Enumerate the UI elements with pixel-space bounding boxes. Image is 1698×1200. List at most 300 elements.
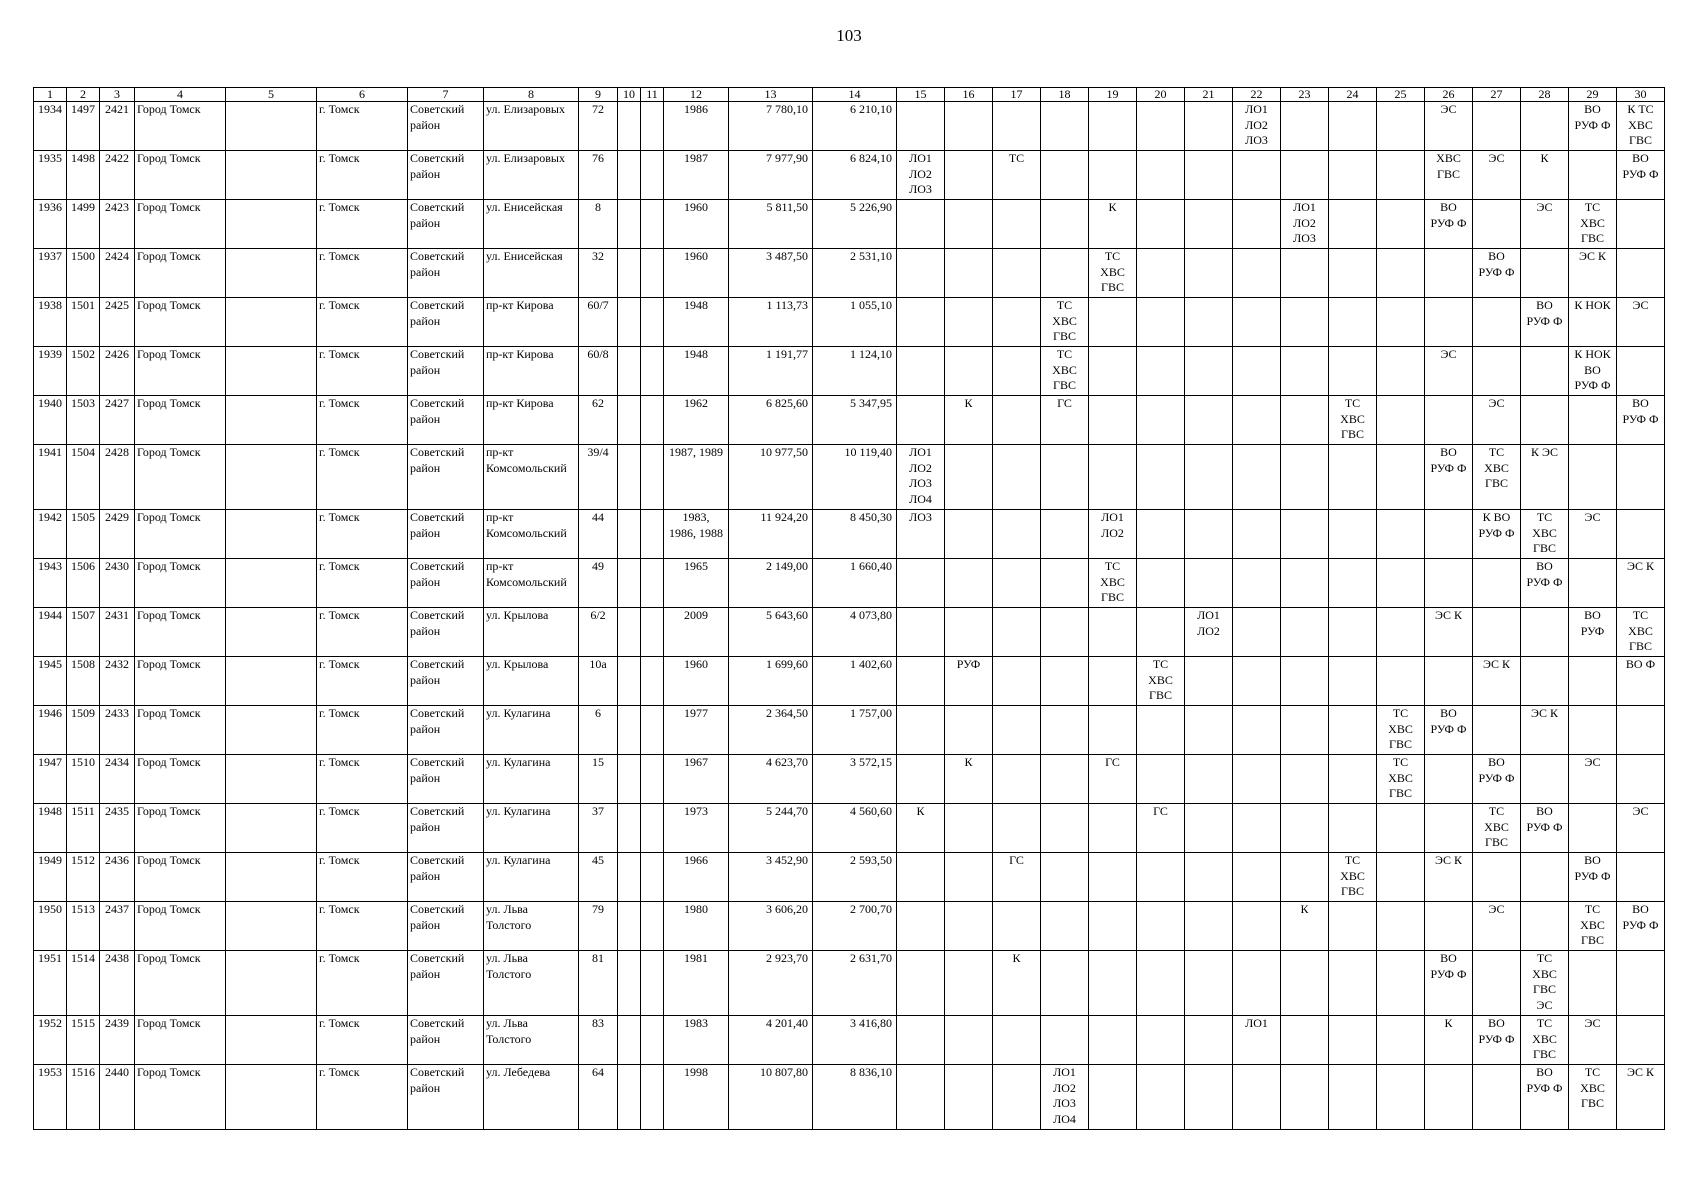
cell-col-25 (1377, 151, 1425, 200)
cell-col-9: 60/7 (579, 298, 618, 347)
column-header-10: 10 (618, 88, 641, 102)
cell-col-2: 1507 (67, 608, 100, 657)
cell-col-1: 1943 (34, 559, 67, 608)
column-header-5: 5 (226, 88, 317, 102)
cell-col-20 (1137, 951, 1185, 1016)
cell-col-17 (993, 657, 1041, 706)
cell-col-21 (1185, 853, 1233, 902)
cell-col-22 (1233, 1065, 1281, 1130)
cell-col-27 (1473, 298, 1521, 347)
cell-col-12: 1983 (664, 1016, 729, 1065)
cell-col-14: 5 226,90 (813, 200, 897, 249)
column-header-11: 11 (641, 88, 664, 102)
cell-col-16 (945, 151, 993, 200)
cell-col-29 (1569, 445, 1617, 510)
cell-col-24 (1329, 102, 1377, 151)
cell-col-23 (1281, 298, 1329, 347)
column-header-7: 7 (408, 88, 484, 102)
cell-col-28 (1521, 755, 1569, 804)
cell-col-14: 5 347,95 (813, 396, 897, 445)
cell-col-1: 1940 (34, 396, 67, 445)
cell-col-25: ТС ХВС ГВС (1377, 755, 1425, 804)
cell-col-29: К НОК ВО РУФ Ф (1569, 347, 1617, 396)
cell-col-13: 1 699,60 (729, 657, 813, 706)
cell-col-10 (618, 510, 641, 559)
cell-col-4: Город Томск (135, 804, 226, 853)
cell-col-19 (1089, 298, 1137, 347)
cell-col-29: ЭС (1569, 755, 1617, 804)
cell-col-23 (1281, 102, 1329, 151)
cell-col-13: 3 452,90 (729, 853, 813, 902)
cell-col-9: 76 (579, 151, 618, 200)
cell-col-19: К (1089, 200, 1137, 249)
cell-col-25 (1377, 396, 1425, 445)
cell-col-1: 1951 (34, 951, 67, 1016)
cell-col-14: 1 124,10 (813, 347, 897, 396)
cell-col-24 (1329, 510, 1377, 559)
column-header-26: 26 (1425, 88, 1473, 102)
cell-col-16: К (945, 396, 993, 445)
cell-col-8: пр-кт Кирова (484, 347, 579, 396)
cell-col-25 (1377, 102, 1425, 151)
cell-col-11 (641, 151, 664, 200)
cell-col-14: 4 560,60 (813, 804, 897, 853)
cell-col-15 (897, 706, 945, 755)
cell-col-4: Город Томск (135, 249, 226, 298)
cell-col-27 (1473, 706, 1521, 755)
cell-col-4: Город Томск (135, 657, 226, 706)
column-header-16: 16 (945, 88, 993, 102)
cell-col-24 (1329, 902, 1377, 951)
cell-col-3: 2427 (100, 396, 135, 445)
cell-col-13: 5 643,60 (729, 608, 813, 657)
cell-col-23 (1281, 853, 1329, 902)
cell-col-18 (1041, 608, 1089, 657)
cell-col-15: ЛО3 (897, 510, 945, 559)
cell-col-7: Советский район (408, 347, 484, 396)
cell-col-19 (1089, 445, 1137, 510)
cell-col-28 (1521, 657, 1569, 706)
cell-col-29 (1569, 657, 1617, 706)
cell-col-15 (897, 608, 945, 657)
cell-col-30: ВО РУФ Ф (1617, 902, 1665, 951)
cell-col-9: 72 (579, 102, 618, 151)
cell-col-9: 15 (579, 755, 618, 804)
cell-col-26: ЭС (1425, 347, 1473, 396)
cell-col-7: Советский район (408, 902, 484, 951)
cell-col-17 (993, 902, 1041, 951)
cell-col-1: 1948 (34, 804, 67, 853)
cell-col-6: г. Томск (317, 559, 408, 608)
cell-col-23 (1281, 249, 1329, 298)
table-row (34, 1016, 1665, 1065)
cell-col-23 (1281, 1016, 1329, 1065)
cell-col-9: 64 (579, 1065, 618, 1130)
cell-col-19 (1089, 657, 1137, 706)
cell-col-20 (1137, 853, 1185, 902)
cell-col-9: 44 (579, 510, 618, 559)
cell-col-26: ВО РУФ Ф (1425, 951, 1473, 1016)
cell-col-3: 2433 (100, 706, 135, 755)
cell-col-3: 2438 (100, 951, 135, 1016)
cell-col-9: 8 (579, 200, 618, 249)
cell-col-22 (1233, 902, 1281, 951)
cell-col-17 (993, 706, 1041, 755)
cell-col-15 (897, 347, 945, 396)
cell-col-8: ул. Кулагина (484, 804, 579, 853)
cell-col-1: 1939 (34, 347, 67, 396)
cell-col-28 (1521, 902, 1569, 951)
cell-col-14: 3 572,15 (813, 755, 897, 804)
cell-col-14: 10 119,40 (813, 445, 897, 510)
cell-col-1: 1944 (34, 608, 67, 657)
cell-col-30: ВО РУФ Ф (1617, 151, 1665, 200)
cell-col-27: ВО РУФ Ф (1473, 249, 1521, 298)
cell-col-1: 1950 (34, 902, 67, 951)
register-table (33, 87, 1665, 1130)
table-row (34, 347, 1665, 396)
cell-col-7: Советский район (408, 200, 484, 249)
cell-col-21 (1185, 347, 1233, 396)
cell-col-27: ВО РУФ Ф (1473, 755, 1521, 804)
cell-col-23 (1281, 445, 1329, 510)
cell-col-22 (1233, 445, 1281, 510)
cell-col-24 (1329, 151, 1377, 200)
cell-col-13: 2 364,50 (729, 706, 813, 755)
cell-col-20 (1137, 706, 1185, 755)
cell-col-25 (1377, 853, 1425, 902)
cell-col-9: 45 (579, 853, 618, 902)
cell-col-26 (1425, 559, 1473, 608)
cell-col-6: г. Томск (317, 755, 408, 804)
cell-col-9: 10а (579, 657, 618, 706)
column-header-22: 22 (1233, 88, 1281, 102)
cell-col-10 (618, 200, 641, 249)
column-header-28: 28 (1521, 88, 1569, 102)
cell-col-13: 1 113,73 (729, 298, 813, 347)
cell-col-23: К (1281, 902, 1329, 951)
cell-col-7: Советский район (408, 1065, 484, 1130)
cell-col-20: ГС (1137, 804, 1185, 853)
cell-col-11 (641, 1016, 664, 1065)
cell-col-7: Советский район (408, 102, 484, 151)
cell-col-2: 1503 (67, 396, 100, 445)
cell-col-15 (897, 298, 945, 347)
cell-col-26: К (1425, 1016, 1473, 1065)
cell-col-30 (1617, 347, 1665, 396)
cell-col-15 (897, 396, 945, 445)
cell-col-5 (226, 151, 317, 200)
cell-col-16 (945, 347, 993, 396)
cell-col-30: ЭС (1617, 298, 1665, 347)
cell-col-20 (1137, 902, 1185, 951)
cell-col-6: г. Томск (317, 853, 408, 902)
cell-col-3: 2435 (100, 804, 135, 853)
cell-col-14: 2 700,70 (813, 902, 897, 951)
cell-col-5 (226, 951, 317, 1016)
cell-col-4: Город Томск (135, 706, 226, 755)
cell-col-21 (1185, 445, 1233, 510)
table-row (34, 559, 1665, 608)
cell-col-20 (1137, 200, 1185, 249)
cell-col-25 (1377, 657, 1425, 706)
cell-col-6: г. Томск (317, 445, 408, 510)
cell-col-1: 1947 (34, 755, 67, 804)
cell-col-24 (1329, 1065, 1377, 1130)
cell-col-16 (945, 951, 993, 1016)
cell-col-2: 1504 (67, 445, 100, 510)
cell-col-2: 1514 (67, 951, 100, 1016)
cell-col-1: 1946 (34, 706, 67, 755)
cell-col-12: 1983, 1986, 1988 (664, 510, 729, 559)
cell-col-1: 1938 (34, 298, 67, 347)
cell-col-14: 6 210,10 (813, 102, 897, 151)
cell-col-16 (945, 1065, 993, 1130)
cell-col-7: Советский район (408, 853, 484, 902)
cell-col-16 (945, 510, 993, 559)
cell-col-24 (1329, 1016, 1377, 1065)
cell-col-29: К НОК (1569, 298, 1617, 347)
cell-col-27: К ВО РУФ Ф (1473, 510, 1521, 559)
cell-col-5 (226, 396, 317, 445)
column-header-13: 13 (729, 88, 813, 102)
cell-col-22 (1233, 657, 1281, 706)
cell-col-29: ВО РУФ Ф (1569, 102, 1617, 151)
cell-col-28: К ЭС (1521, 445, 1569, 510)
cell-col-27 (1473, 853, 1521, 902)
cell-col-3: 2421 (100, 102, 135, 151)
cell-col-10 (618, 298, 641, 347)
cell-col-18 (1041, 445, 1089, 510)
cell-col-25 (1377, 951, 1425, 1016)
cell-col-7: Советский район (408, 249, 484, 298)
cell-col-1: 1945 (34, 657, 67, 706)
cell-col-10 (618, 853, 641, 902)
cell-col-16 (945, 445, 993, 510)
cell-col-28 (1521, 249, 1569, 298)
cell-col-21 (1185, 298, 1233, 347)
cell-col-29 (1569, 804, 1617, 853)
cell-col-17 (993, 396, 1041, 445)
column-header-15: 15 (897, 88, 945, 102)
cell-col-8: ул. Льва Толстого (484, 902, 579, 951)
cell-col-13: 2 923,70 (729, 951, 813, 1016)
cell-col-12: 1966 (664, 853, 729, 902)
cell-col-30: К ТС ХВС ГВС (1617, 102, 1665, 151)
table-row (34, 608, 1665, 657)
table-row (34, 510, 1665, 559)
cell-col-23 (1281, 559, 1329, 608)
cell-col-15: ЛО1 ЛО2 ЛО3 ЛО4 (897, 445, 945, 510)
cell-col-10 (618, 608, 641, 657)
cell-col-27: ЭС (1473, 902, 1521, 951)
cell-col-22 (1233, 608, 1281, 657)
cell-col-28 (1521, 853, 1569, 902)
cell-col-7: Советский район (408, 657, 484, 706)
cell-col-29 (1569, 559, 1617, 608)
cell-col-20 (1137, 102, 1185, 151)
cell-col-6: г. Томск (317, 1016, 408, 1065)
cell-col-8: ул. Елизаровых (484, 102, 579, 151)
cell-col-23 (1281, 951, 1329, 1016)
cell-col-8: ул. Кулагина (484, 755, 579, 804)
cell-col-27: ЭС (1473, 396, 1521, 445)
cell-col-16 (945, 102, 993, 151)
cell-col-17 (993, 510, 1041, 559)
cell-col-18: ЛО1 ЛО2 ЛО3 ЛО4 (1041, 1065, 1089, 1130)
cell-col-15 (897, 951, 945, 1016)
cell-col-26 (1425, 510, 1473, 559)
cell-col-30 (1617, 853, 1665, 902)
cell-col-5 (226, 1065, 317, 1130)
cell-col-21 (1185, 902, 1233, 951)
cell-col-12: 2009 (664, 608, 729, 657)
cell-col-4: Город Томск (135, 853, 226, 902)
cell-col-9: 6 (579, 706, 618, 755)
cell-col-12: 1973 (664, 804, 729, 853)
cell-col-23 (1281, 804, 1329, 853)
cell-col-14: 8 836,10 (813, 1065, 897, 1130)
cell-col-19 (1089, 347, 1137, 396)
cell-col-14: 1 055,10 (813, 298, 897, 347)
cell-col-3: 2432 (100, 657, 135, 706)
cell-col-7: Советский район (408, 396, 484, 445)
cell-col-13: 3 606,20 (729, 902, 813, 951)
cell-col-8: ул. Лебедева (484, 1065, 579, 1130)
cell-col-10 (618, 102, 641, 151)
cell-col-11 (641, 102, 664, 151)
cell-col-28 (1521, 396, 1569, 445)
cell-col-21 (1185, 706, 1233, 755)
cell-col-17 (993, 608, 1041, 657)
cell-col-17 (993, 102, 1041, 151)
cell-col-23 (1281, 657, 1329, 706)
cell-col-29: ЭС (1569, 1016, 1617, 1065)
cell-col-11 (641, 902, 664, 951)
cell-col-30: ЭС К (1617, 1065, 1665, 1130)
column-header-29: 29 (1569, 88, 1617, 102)
cell-col-17 (993, 1016, 1041, 1065)
cell-col-2: 1500 (67, 249, 100, 298)
cell-col-11 (641, 445, 664, 510)
cell-col-2: 1506 (67, 559, 100, 608)
cell-col-17: ГС (993, 853, 1041, 902)
cell-col-11 (641, 249, 664, 298)
cell-col-10 (618, 755, 641, 804)
cell-col-25 (1377, 445, 1425, 510)
cell-col-29 (1569, 396, 1617, 445)
cell-col-30 (1617, 249, 1665, 298)
cell-col-18 (1041, 249, 1089, 298)
cell-col-3: 2439 (100, 1016, 135, 1065)
cell-col-22 (1233, 951, 1281, 1016)
cell-col-22 (1233, 755, 1281, 804)
cell-col-25: ТС ХВС ГВС (1377, 706, 1425, 755)
cell-col-24 (1329, 804, 1377, 853)
cell-col-28: ВО РУФ Ф (1521, 559, 1569, 608)
cell-col-3: 2437 (100, 902, 135, 951)
cell-col-10 (618, 1065, 641, 1130)
cell-col-5 (226, 559, 317, 608)
cell-col-9: 60/8 (579, 347, 618, 396)
cell-col-15 (897, 1016, 945, 1065)
cell-col-29: ТС ХВС ГВС (1569, 902, 1617, 951)
cell-col-26: ЭС К (1425, 608, 1473, 657)
cell-col-15 (897, 200, 945, 249)
cell-col-15 (897, 755, 945, 804)
cell-col-5 (226, 510, 317, 559)
cell-col-17 (993, 249, 1041, 298)
cell-col-26: ВО РУФ Ф (1425, 200, 1473, 249)
cell-col-28: ВО РУФ Ф (1521, 298, 1569, 347)
cell-col-13: 6 825,60 (729, 396, 813, 445)
cell-col-29: ТС ХВС ГВС (1569, 1065, 1617, 1130)
column-header-4: 4 (135, 88, 226, 102)
cell-col-18 (1041, 951, 1089, 1016)
cell-col-15 (897, 853, 945, 902)
cell-col-14: 6 824,10 (813, 151, 897, 200)
table-row (34, 804, 1665, 853)
cell-col-1: 1934 (34, 102, 67, 151)
cell-col-11 (641, 396, 664, 445)
cell-col-2: 1505 (67, 510, 100, 559)
cell-col-19 (1089, 804, 1137, 853)
cell-col-8: ул. Кулагина (484, 706, 579, 755)
table-row (34, 951, 1665, 1016)
cell-col-10 (618, 657, 641, 706)
cell-col-4: Город Томск (135, 298, 226, 347)
column-header-21: 21 (1185, 88, 1233, 102)
cell-col-20 (1137, 151, 1185, 200)
cell-col-5 (226, 902, 317, 951)
cell-col-29 (1569, 151, 1617, 200)
cell-col-27 (1473, 608, 1521, 657)
cell-col-28: ТС ХВС ГВС (1521, 1016, 1569, 1065)
cell-col-6: г. Томск (317, 102, 408, 151)
cell-col-24 (1329, 706, 1377, 755)
cell-col-29: ВО РУФ Ф (1569, 853, 1617, 902)
cell-col-12: 1977 (664, 706, 729, 755)
cell-col-2: 1499 (67, 200, 100, 249)
cell-col-30 (1617, 1016, 1665, 1065)
cell-col-27: ТС ХВС ГВС (1473, 804, 1521, 853)
cell-col-3: 2429 (100, 510, 135, 559)
table-row (34, 298, 1665, 347)
cell-col-11 (641, 200, 664, 249)
cell-col-23 (1281, 510, 1329, 559)
cell-col-14: 3 416,80 (813, 1016, 897, 1065)
cell-col-11 (641, 347, 664, 396)
cell-col-24 (1329, 249, 1377, 298)
cell-col-27: ЭС К (1473, 657, 1521, 706)
cell-col-25 (1377, 298, 1425, 347)
cell-col-7: Советский район (408, 1016, 484, 1065)
cell-col-24 (1329, 755, 1377, 804)
cell-col-8: пр-кт Кирова (484, 396, 579, 445)
cell-col-9: 83 (579, 1016, 618, 1065)
cell-col-18 (1041, 902, 1089, 951)
cell-col-19: ЛО1 ЛО2 (1089, 510, 1137, 559)
cell-col-13: 2 149,00 (729, 559, 813, 608)
cell-col-30 (1617, 706, 1665, 755)
cell-col-2: 1509 (67, 706, 100, 755)
cell-col-10 (618, 249, 641, 298)
cell-col-8: пр-кт Комсомольский (484, 445, 579, 510)
table-row (34, 200, 1665, 249)
cell-col-6: г. Томск (317, 608, 408, 657)
cell-col-11 (641, 559, 664, 608)
column-header-30: 30 (1617, 88, 1665, 102)
